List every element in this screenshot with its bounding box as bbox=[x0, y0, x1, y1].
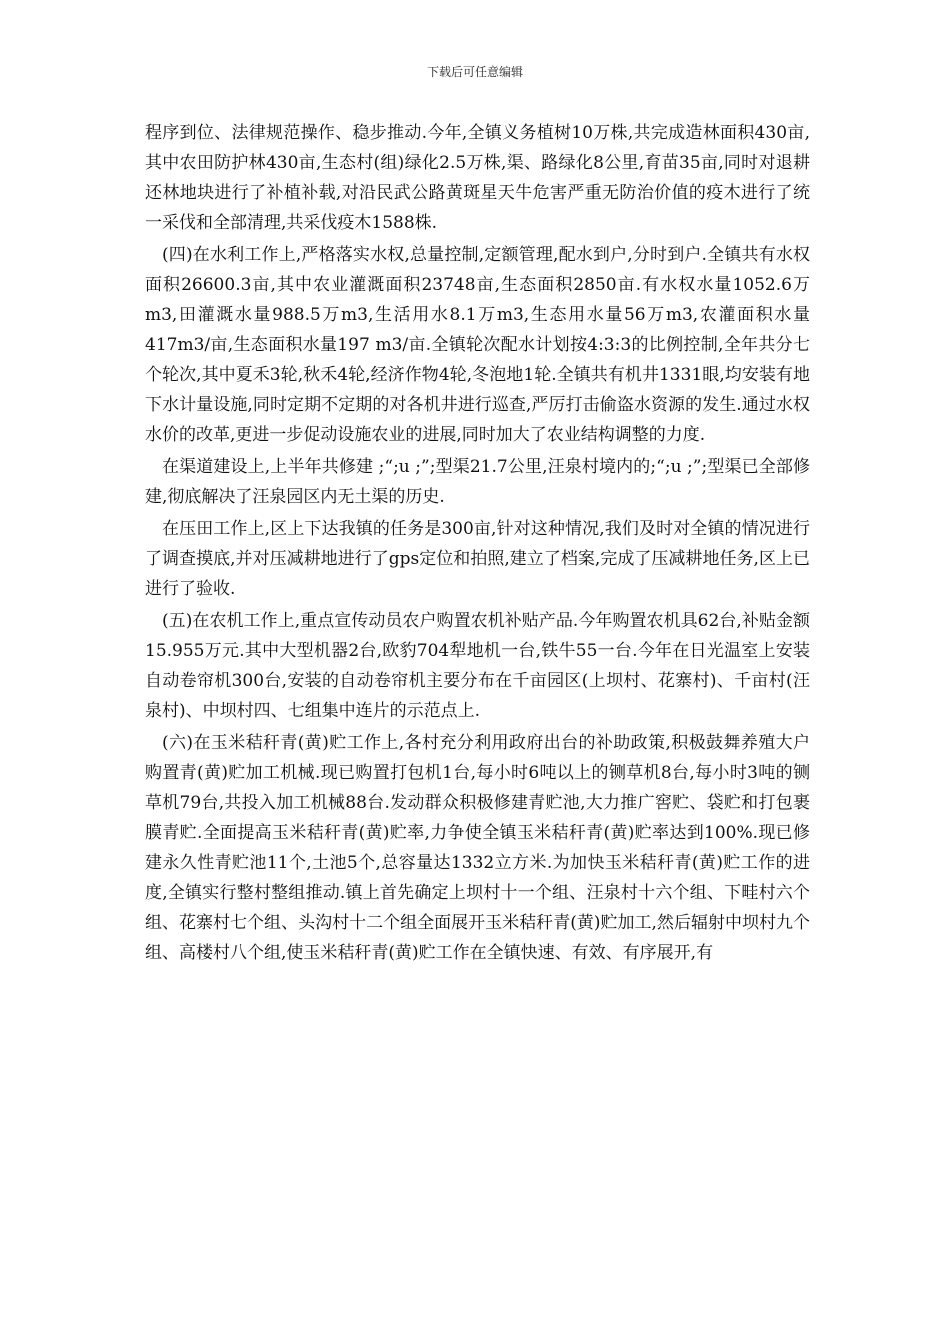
paragraph-silage: (六)在玉米秸秆青(黄)贮工作上,各村充分利用政府出台的补助政策,积极鼓舞养殖大户购置青(黄)贮加工机械.现已购置打包机1台,每小时6吨以上的铡草机8台,每小时3吨的铡草机79台,共投入加工机械88台.发动群众积极修建青贮池,大力推广窖贮、袋贮和打包裹膜青贮.全面提高玉米秸秆青(黄)贮率,力争使全镇玉米秸秆青(黄)贮率达到100%.现已修建永久性青贮池11个,土池5个,总容量达1332立方米.为加快玉米秸秆青(黄)贮工作的进度,全镇实行整村整组推动.镇上首先确定上坝村十一个组、汪泉村十六个组、下畦村六个组、花寨村七个组、头沟村十二个组全面展开玉米秸秆青(黄)贮加工,然后辐射中坝村九个组、高楼村八个组,使玉米秸秆青(黄)贮工作在全镇快速、有效、有序展开,有 bbox=[145, 733, 810, 963]
paragraph-farmland-reduction: 在压田工作上,区上下达我镇的任务是300亩,针对这种情况,我们及时对全镇的情况进行了调查摸底,并对压减耕地进行了gps定位和拍照,建立了档案,完成了压减耕地任务,区上已进行了验收. bbox=[145, 519, 810, 599]
paragraph-afforestation: 程序到位、法律规范操作、稳步推动.今年,全镇义务植树10万株,共完成造林面积430亩,其中农田防护林430亩,生态村(组)绿化2.5万株,渠、路绿化8公里,育苗35亩,同时对退耕还林地块进行了补植补载,对沿民武公路黄斑星天牛危害严重无防治价值的疫木进行了统一采伐和全部清理,共采伐疫木1588株. bbox=[145, 123, 810, 233]
paragraph-agricultural-machinery: (五)在农机工作上,重点宣传动员农户购置农机补贴产品.今年购置农机具62台,补贴金额15.955万元.其中大型机器2台,欧豹704犁地机一台,铁牛55一台.今年在日光温室上安装自动卷帘机300台,安装的自动卷帘机主要分布在千亩园区(上坝村、花寨村)、千亩村(汪泉村)、中坝村四、七组集中连片的示范点上. bbox=[145, 611, 810, 721]
document-body bbox=[145, 118, 810, 968]
paragraph-water-conservancy: (四)在水利工作上,严格落实水权,总量控制,定额管理,配水到户,分时到户.全镇共有水权面积26600.3亩,其中农业灌溉面积23748亩,生态面积2850亩.有水权水量1052.6万m3,田灌溉水量988.5万m3,生活用水8.1万m3,生态用水量56万m3,农灌面积水量417m3/亩,生态面积水量197 m3/亩.全镇轮次配水计划按4:3:3的比例控制,全年共分七个轮次,其中夏禾3轮,秋禾4轮,经济作物4轮,冬泡地1轮.全镇共有机井1331眼,均安装有地下水计量设施,同时定期不定期的对各机井进行巡查,严厉打击偷盗水资源的发生.通过水权水价的改革,更进一步促动设施农业的进展,同时加大了农业结构调整的力度. bbox=[145, 245, 810, 445]
page-header-note: 下载后可任意编辑 bbox=[426, 65, 523, 79]
paragraph-canal-construction: 在渠道建设上,上半年共修建 ;“;u ;”;型渠21.7公里,汪泉村境内的;“;u ;”;型渠已全部修建,彻底解决了汪泉园区内无土渠的历史. bbox=[145, 457, 810, 507]
